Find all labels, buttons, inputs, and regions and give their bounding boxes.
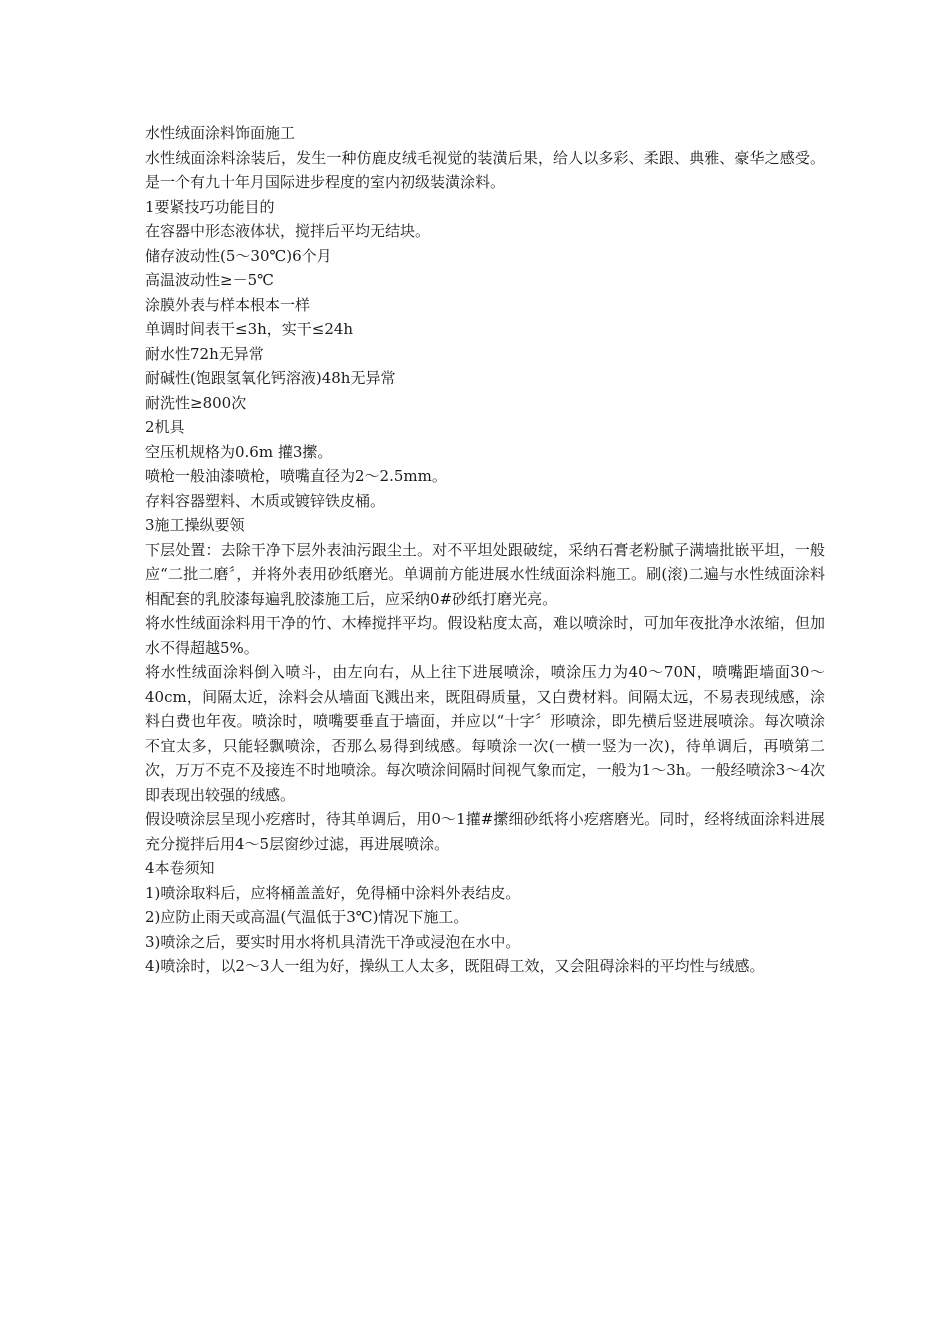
document-body <box>145 121 825 979</box>
procedure-paragraph: 假设喷涂层呈现小疙瘩时，待其单调后，用0～1㩲#㩯细砂纸将小疙瘩磨光。同时，经将绒面涂料进展充分搅拌后用4～5层窗纱过滤，再进展喷涂。 <box>145 810 825 853</box>
equipment-item: 喷枪一般油漆喷枪，喷嘴直径为2～2.5mm。 <box>145 467 447 485</box>
spec-item: 在容器中形态液体状，搅拌后平均无结块。 <box>145 222 431 240</box>
section-heading-4: 4本卷须知 <box>145 859 215 877</box>
spec-item: 高温波动性≥－5℃ <box>145 271 274 289</box>
spec-item: 耐碱性(饱跟氢氧化钙溶液)48h无异常 <box>145 369 396 387</box>
equipment-item: 空压机规格为0.6m 㩲3㩯。 <box>145 442 333 461</box>
spec-item: 涂膜外表与样本根本一样 <box>145 295 311 314</box>
spec-item: 储存波动性(5～30℃)6个月 <box>145 246 332 265</box>
intro-paragraph: 水性绒面涂料涂装后，发生一种仿鹿皮绒毛视觉的装潢后果，给人以多彩、柔跟、典雅、豪华之感受。是一个有九十年月国际进步程度的室内初级装潢涂料。 <box>145 148 825 191</box>
notice-item: 3)喷涂之后，要实时用水将机具清洗干净或浸泡在水中。 <box>145 932 521 951</box>
spec-item: 单调时间表干≤3h，实干≤24h <box>145 320 354 338</box>
spec-item: 耐水性72h无异常 <box>145 344 264 363</box>
notice-item: 4)喷涂时，以2～3人一组为好，操纵工人太多，既阻碍工效，又会阻碍涂料的平均性与绒感。 <box>145 957 765 975</box>
document-title: 水性绒面涂料饰面施工 <box>145 124 296 142</box>
procedure-paragraph: 将水性绒面涂料倒入喷斗，由左向右，从上往下进展喷涂，喷涂压力为40～70N，喷嘴距墙面30～40cm，间隔太近，涂料会从墙面飞溅出来，既阻碍质量，又白费材料。间隔太远，不易表现绒感，涂料白费也年夜。喷涂时，喷嘴要垂直于墙面，并应以“十字〞形喷涂，即先横后竖进展喷涂。每次喷涂不宜太多，只能轻飘喷涂，否那么易得到绒感。每喷涂一次(一横一竖为一次)，待单调后，再喷第二次，万万不克不及接连不时地喷涂。每次喷涂间隔时间视气象而定，一般为1～3h。一般经喷涂3～4次即表现出较强的绒感。 <box>145 663 825 804</box>
section-heading-1: 1要紧技巧功能目的 <box>145 197 275 216</box>
notice-item: 2)应防止雨天或高温(气温低于3℃)情况下施工。 <box>145 908 469 926</box>
procedure-paragraph: 下层处置：去除干净下层外表油污跟尘土。对不平坦处跟破绽，采纳石膏老粉腻子满墙批嵌平坦，一般应“二批二磨〞，并将外表用砂纸磨光。单调前方能进展水性绒面涂料施工。刷(滚)二遍与水性绒面涂料相配套的乳胶漆每遍乳胶漆施工后，应采纳0#砂纸打磨光亮。 <box>145 540 825 608</box>
spec-item: 耐洗性≥800次 <box>145 393 247 412</box>
notice-item: 1)喷涂取料后，应将桶盖盖好，免得桶中涂料外表结皮。 <box>145 883 521 902</box>
section-heading-2: 2机具 <box>145 418 185 436</box>
equipment-item: 存料容器塑料、木质或镀锌铁皮桶。 <box>145 491 386 510</box>
section-heading-3: 3施工操纵要领 <box>145 516 245 534</box>
procedure-paragraph: 将水性绒面涂料用干净的竹、木棒搅拌平均。假设粘度太高，难以喷涂时，可加年夜批净水浓缩，但加水不得超越5%。 <box>145 614 825 657</box>
